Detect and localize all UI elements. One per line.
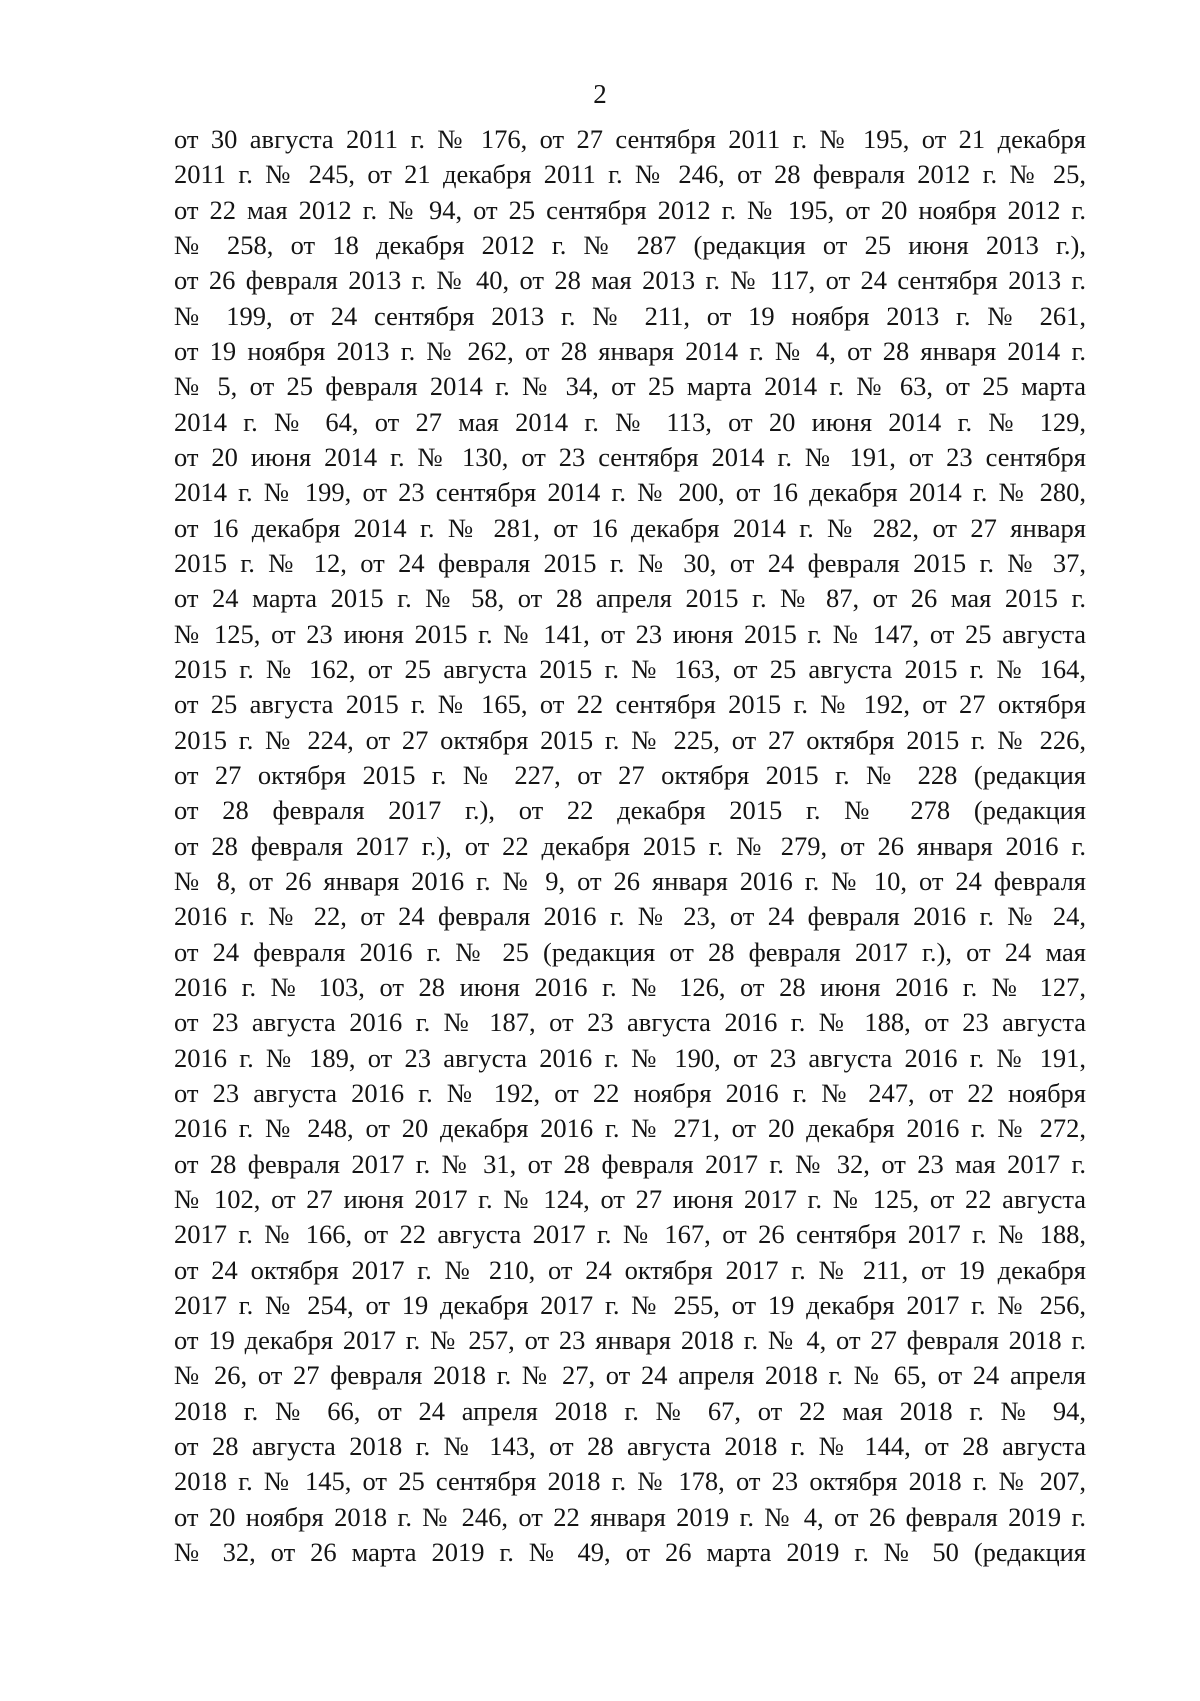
text-line: № 5, от 25 февраля 2014 г. № 34, от 25 марта 2014 г. № 63, от 25 марта <box>174 371 1086 402</box>
page-number: 2 <box>593 79 607 109</box>
text-line: № 32, от 26 марта 2019 г. № 49, от 26 марта 2019 г. № 50 (редакция <box>174 1537 1086 1568</box>
text-line: 2017 г. № 254, от 19 декабря 2017 г. № 255, от 19 декабря 2017 г. № 256, <box>174 1289 1086 1320</box>
text-line: № 8, от 26 января 2016 г. № 9, от 26 января 2016 г. № 10, от 24 февраля <box>174 865 1086 896</box>
text-line: от 22 мая 2012 г. № 94, от 25 сентября 2012 г. № 195, от 20 ноября 2012 г. <box>174 194 1086 225</box>
text-line: от 28 февраля 2017 г.), от 22 декабря 2015 г. № 279, от 26 января 2016 г. <box>174 830 1086 861</box>
text-line: от 28 февраля 2017 г.), от 22 декабря 2015 г. № 278 (редакция <box>174 795 1086 826</box>
text-line: от 23 августа 2016 г. № 187, от 23 августа 2016 г. № 188, от 23 августа <box>174 1007 1086 1038</box>
text-line: 2016 г. № 189, от 23 августа 2016 г. № 190, от 23 августа 2016 г. № 191, <box>174 1042 1086 1073</box>
text-line: № 125, от 23 июня 2015 г. № 141, от 23 июня 2015 г. № 147, от 25 августа <box>174 618 1086 649</box>
text-line: № 199, от 24 сентября 2013 г. № 211, от 19 ноября 2013 г. № 261, <box>174 300 1086 331</box>
text-line: от 24 февраля 2016 г. № 25 (редакция от 28 февраля 2017 г.), от 24 мая <box>174 936 1086 967</box>
text-line: от 23 августа 2016 г. № 192, от 22 ноября 2016 г. № 247, от 22 ноября <box>174 1077 1086 1108</box>
text-line: 2016 г. № 22, от 24 февраля 2016 г. № 23, от 24 февраля 2016 г. № 24, <box>174 901 1086 932</box>
text-line: № 26, от 27 февраля 2018 г. № 27, от 24 апреля 2018 г. № 65, от 24 апреля <box>174 1360 1086 1391</box>
text-line: от 28 февраля 2017 г. № 31, от 28 февраля 2017 г. № 32, от 23 мая 2017 г. <box>174 1148 1086 1179</box>
text-line: 2011 г. № 245, от 21 декабря 2011 г. № 246, от 28 февраля 2012 г. № 25, <box>174 159 1086 190</box>
text-line: от 30 августа 2011 г. № 176, от 27 сентября 2011 г. № 195, от 21 декабря <box>174 124 1086 154</box>
text-line: 2017 г. № 166, от 22 августа 2017 г. № 167, от 26 сентября 2017 г. № 188, <box>174 1219 1086 1250</box>
text-line: 2018 г. № 66, от 24 апреля 2018 г. № 67, от 22 мая 2018 г. № 94, <box>174 1395 1086 1426</box>
body-text <box>174 122 1086 1570</box>
text-line: 2015 г. № 162, от 25 августа 2015 г. № 163, от 25 августа 2015 г. № 164, <box>174 653 1086 684</box>
text-line: от 28 августа 2018 г. № 143, от 28 августа 2018 г. № 144, от 28 августа <box>174 1431 1086 1462</box>
text-line: от 25 августа 2015 г. № 165, от 22 сентября 2015 г. № 192, от 27 октября <box>174 689 1086 720</box>
text-line: от 20 ноября 2018 г. № 246, от 22 января 2019 г. № 4, от 26 февраля 2019 г. <box>174 1501 1086 1532</box>
text-line: 2016 г. № 103, от 28 июня 2016 г. № 126, от 28 июня 2016 г. № 127, <box>174 971 1086 1002</box>
text-line: от 26 февраля 2013 г. № 40, от 28 мая 2013 г. № 117, от 24 сентября 2013 г. <box>174 265 1086 296</box>
text-line: от 19 декабря 2017 г. № 257, от 23 января 2018 г. № 4, от 27 февраля 2018 г. <box>174 1325 1086 1356</box>
text-line: от 27 октября 2015 г. № 227, от 27 октября 2015 г. № 228 (редакция <box>174 759 1086 790</box>
text-line: 2014 г. № 199, от 23 сентября 2014 г. № 200, от 16 декабря 2014 г. № 280, <box>174 477 1086 508</box>
text-line: от 19 ноября 2013 г. № 262, от 28 января 2014 г. № 4, от 28 января 2014 г. <box>174 335 1086 366</box>
text-line: от 16 декабря 2014 г. № 281, от 16 декабря 2014 г. № 282, от 27 января <box>174 512 1086 543</box>
text-line: 2014 г. № 64, от 27 мая 2014 г. № 113, от 20 июня 2014 г. № 129, <box>174 406 1086 437</box>
text-line: № 102, от 27 июня 2017 г. № 124, от 27 июня 2017 г. № 125, от 22 августа <box>174 1183 1086 1214</box>
text-line: 2015 г. № 224, от 27 октября 2015 г. № 225, от 27 октября 2015 г. № 226, <box>174 724 1086 755</box>
text-line: от 20 июня 2014 г. № 130, от 23 сентября 2014 г. № 191, от 23 сентября <box>174 441 1086 472</box>
text-line: 2018 г. № 145, от 25 сентября 2018 г. № 178, от 23 октября 2018 г. № 207, <box>174 1466 1086 1497</box>
text-line: от 24 марта 2015 г. № 58, от 28 апреля 2015 г. № 87, от 26 мая 2015 г. <box>174 583 1086 614</box>
text-line: № 258, от 18 декабря 2012 г. № 287 (редакция от 25 июня 2013 г.), <box>174 229 1086 260</box>
text-line: 2015 г. № 12, от 24 февраля 2015 г. № 30, от 24 февраля 2015 г. № 37, <box>174 547 1086 578</box>
text-line: 2016 г. № 248, от 20 декабря 2016 г. № 271, от 20 декабря 2016 г. № 272, <box>174 1113 1086 1144</box>
text-line: от 24 октября 2017 г. № 210, от 24 октября 2017 г. № 211, от 19 декабря <box>174 1254 1086 1285</box>
